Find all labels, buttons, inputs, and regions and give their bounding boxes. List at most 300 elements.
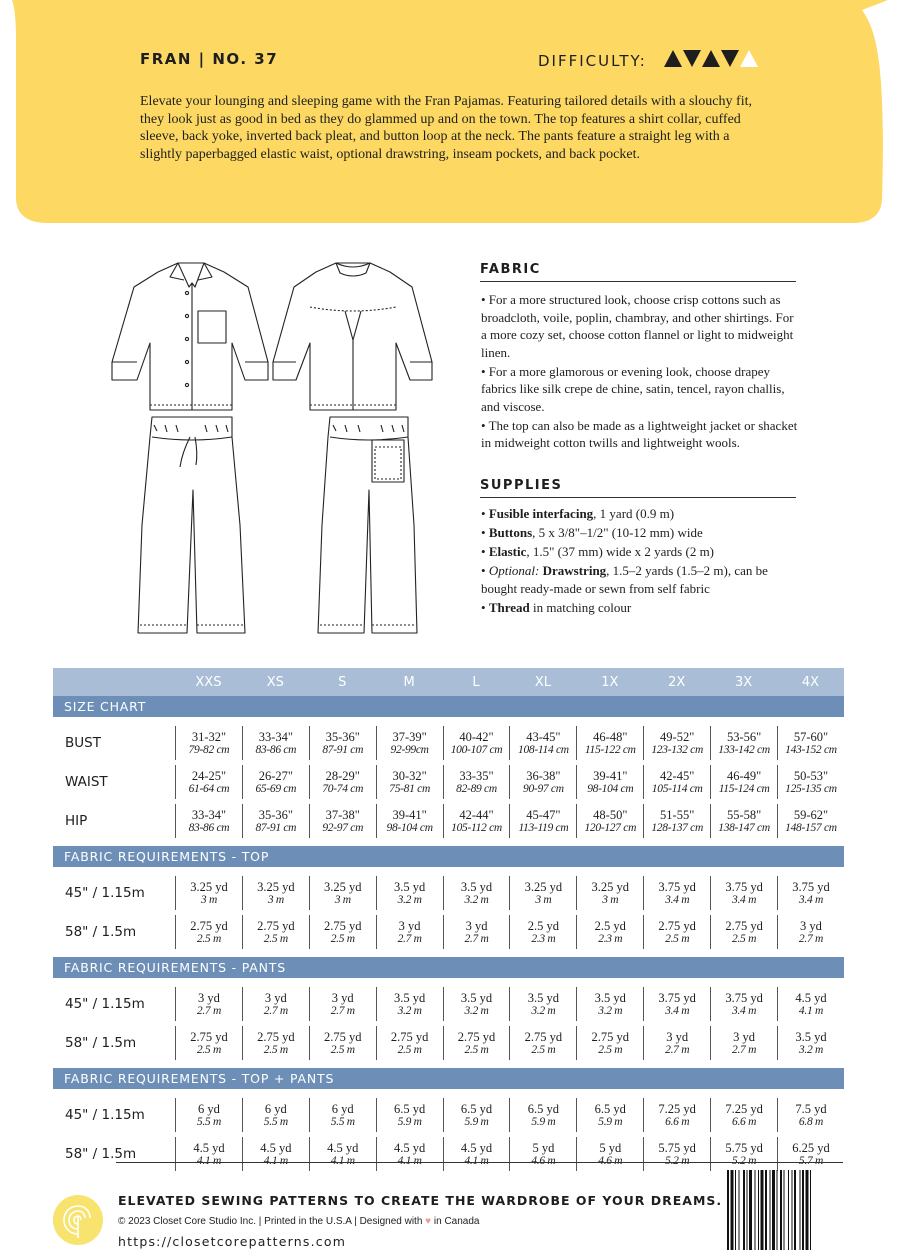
table-cell (777, 876, 844, 910)
supplies-heading: SUPPLIES (480, 478, 796, 498)
cell-imperial: 6.5 yd (594, 1101, 626, 1116)
cell-metric: 87-91 cm (322, 743, 364, 756)
difficulty-label: DIFFICULTY: (538, 52, 647, 70)
back-pants-drawing (318, 417, 417, 633)
cell-imperial: 3.75 yd (658, 990, 696, 1005)
size-label: 4X (801, 674, 820, 690)
cell-imperial: 49-52" (660, 729, 695, 744)
size-label: S (338, 674, 347, 690)
table-cell (710, 876, 777, 910)
table-cell (777, 1137, 844, 1171)
supply-item (481, 524, 801, 542)
table-cell (443, 1098, 510, 1132)
cell-metric: 4.1 m (798, 1004, 823, 1017)
section-rows (53, 978, 844, 1068)
table-cell (777, 804, 844, 838)
cell-metric: 2.5 m (732, 932, 757, 945)
table-cell (576, 1026, 643, 1060)
cell-metric: 4.6 m (598, 1154, 623, 1167)
table-cell (576, 765, 643, 799)
row-label: 45" / 1.15m (65, 885, 145, 901)
cell-imperial: 35-36" (258, 807, 293, 822)
table-cell (309, 987, 376, 1021)
cell-imperial: 3.25 yd (257, 879, 295, 894)
fabric-bullet: • For a more structured look, choose crisp cottons such as broadcloth, voile, poplin, chambray, and other shirtings. For a more cozy set, choose cotton flannel or light to midweight linen. (481, 292, 794, 360)
intro-text: Elevate your lounging and sleeping game with the Fran Pajamas. Featuring tailored details with a slouchy fit, they look just as good in bed as they do glammed up and on the town. The top features a shirt collar, cuffed sleeve, back yoke, inverted back pleat, and button loop at the neck. The pants feature a straight leg with a slightly paperbagged elastic waist, optional drawstring, inseam pockets, and back pocket. (140, 94, 752, 162)
cell-metric: 4.1 m (263, 1154, 288, 1167)
cell-imperial: 3.75 yd (658, 879, 696, 894)
cell-imperial: 3.25 yd (524, 879, 563, 894)
front-shirt-drawing (112, 263, 268, 410)
supply-bold: Elastic (488, 544, 527, 559)
cell-imperial: 28-29" (325, 768, 360, 783)
copyright-text: © 2023 Closet Core Studio Inc. | Printed in the U.S.A | Designed with (118, 1216, 423, 1227)
size-label: XS (266, 674, 284, 690)
supply-rest: in matching colour (529, 599, 632, 615)
table-cell (643, 726, 710, 760)
table-cell (443, 765, 510, 799)
cell-imperial: 3 yd (733, 1029, 755, 1044)
table-cell (443, 726, 510, 760)
cell-metric: 105-114 cm (651, 782, 703, 795)
table-cell (509, 765, 576, 799)
cell-imperial: 2.75 yd (591, 1029, 630, 1044)
table-cell (509, 876, 576, 910)
cell-metric: 2.7 m (196, 1004, 221, 1017)
table-cell (376, 726, 443, 760)
cell-metric: 5.2 m (732, 1154, 757, 1167)
supplies-list (481, 505, 801, 618)
table-cell (309, 1026, 376, 1060)
table-cell (443, 1026, 510, 1060)
section-title: FABRIC REQUIREMENTS - TOP (53, 846, 844, 867)
table-cell (643, 915, 710, 949)
table-cell (777, 915, 844, 949)
cell-imperial: 33-34" (191, 807, 227, 822)
cell-imperial: 5 yd (599, 1140, 622, 1155)
cell-metric: 105-112 cm (451, 821, 502, 834)
cell-imperial: 3.5 yd (393, 879, 426, 894)
cell-metric: 3.2 m (464, 1004, 489, 1017)
table-cell (443, 1137, 510, 1171)
section-title: FABRIC REQUIREMENTS - TOP + PANTS (53, 1068, 844, 1089)
table-cell (710, 987, 777, 1021)
cell-imperial: 59-62" (793, 807, 829, 822)
cell-metric: 2.7 m (798, 932, 823, 945)
cell-imperial: 2.75 yd (658, 918, 696, 933)
size-label: M (403, 674, 415, 690)
cell-imperial: 4.5 yd (193, 1140, 225, 1155)
cell-metric: 5.2 m (665, 1154, 690, 1167)
table-cell (576, 804, 643, 838)
table-cell (777, 1026, 844, 1060)
table-cell (710, 726, 777, 760)
cell-imperial: 3 yd (331, 990, 354, 1005)
cell-imperial: 42-44" (459, 807, 494, 822)
cell-metric: 4.1 m (464, 1154, 489, 1167)
cell-metric: 5.5 m (330, 1115, 355, 1128)
table-cell (643, 876, 710, 910)
cell-metric: 2.5 m (196, 1043, 221, 1056)
table-row (53, 803, 844, 839)
cell-imperial: 5.75 yd (658, 1140, 696, 1155)
table-cell (242, 987, 309, 1021)
cell-imperial: 3 yd (264, 990, 287, 1005)
table-cell (509, 987, 576, 1021)
table-cell (443, 804, 510, 838)
table-cell (576, 876, 643, 910)
cell-metric: 2.7 m (732, 1043, 757, 1056)
cell-imperial: 6.25 yd (792, 1140, 830, 1155)
table-cell (777, 1098, 844, 1132)
cell-metric: 3 m (602, 893, 619, 906)
cell-imperial: 3.25 yd (323, 879, 362, 894)
footer-divider (116, 1162, 843, 1163)
cell-imperial: 39-41" (593, 768, 628, 783)
supply-pre: • (481, 544, 489, 559)
cell-imperial: 6.5 yd (460, 1101, 493, 1116)
cell-metric: 6.6 m (665, 1115, 690, 1128)
cell-imperial: 3.25 yd (591, 879, 630, 894)
size-label: L (472, 674, 480, 690)
cell-metric: 113-119 cm (518, 821, 569, 834)
row-label: 58" / 1.5m (65, 924, 137, 940)
cell-imperial: 33-34" (258, 729, 293, 744)
cell-imperial: 57-60" (793, 729, 829, 744)
cell-metric: 90-97 cm (523, 782, 564, 795)
cell-metric: 3 m (535, 893, 552, 906)
back-shirt-drawing (273, 263, 432, 410)
table-cell (710, 804, 777, 838)
barcode-icon (727, 1170, 845, 1250)
table-row (53, 1025, 844, 1061)
table-row (53, 875, 844, 911)
section-title: FABRIC REQUIREMENTS - PANTS (53, 957, 844, 978)
cell-imperial: 3 yd (800, 918, 822, 933)
cell-metric: 5.7 m (798, 1154, 823, 1167)
cell-imperial: 3.25 yd (190, 879, 228, 894)
supply-rest: , 1 yard (0.9 m) (593, 506, 675, 521)
cell-metric: 4.1 m (330, 1154, 355, 1167)
cell-imperial: 3.5 yd (393, 990, 426, 1005)
garment-illustrations (0, 225, 470, 655)
cell-imperial: 2.75 yd (257, 918, 295, 933)
table-cell (242, 1137, 309, 1171)
cell-imperial: 6.5 yd (393, 1101, 426, 1116)
table-cell (777, 765, 844, 799)
cell-metric: 4.6 m (531, 1154, 556, 1167)
fabric-list (481, 291, 801, 453)
table-cell (710, 1026, 777, 1060)
cell-metric: 3.2 m (397, 893, 422, 906)
cell-imperial: 30-32" (392, 768, 427, 783)
cell-metric: 133-142 cm (718, 743, 770, 756)
cell-metric: 2.5 m (263, 932, 288, 945)
table-cell (710, 765, 777, 799)
row-label: 58" / 1.5m (65, 1146, 137, 1162)
cell-metric: 125-135 cm (785, 782, 837, 795)
cell-metric: 6.8 m (798, 1115, 823, 1128)
difficulty-triangles-icon (664, 49, 758, 69)
table-cell (242, 1026, 309, 1060)
cell-imperial: 40-42" (459, 729, 494, 744)
table-cell (242, 765, 309, 799)
cell-imperial: 31-32" (191, 729, 227, 744)
cell-imperial: 2.5 yd (527, 918, 560, 933)
heart-icon: ♥ (425, 1216, 432, 1227)
table-cell (376, 804, 443, 838)
cell-imperial: 2.75 yd (323, 918, 362, 933)
table-cell (309, 876, 376, 910)
row-label: 45" / 1.15m (65, 996, 145, 1012)
table-cell (509, 726, 576, 760)
cell-metric: 82-89 cm (456, 782, 497, 795)
cell-imperial: 51-55" (660, 807, 695, 822)
cell-metric: 2.3 m (598, 932, 623, 945)
table-cell (376, 987, 443, 1021)
supply-bold: Drawstring (542, 563, 607, 578)
cell-imperial: 6.5 yd (527, 1101, 560, 1116)
table-cell (443, 876, 510, 910)
cell-metric: 3.4 m (665, 1004, 690, 1017)
table-cell (509, 915, 576, 949)
supply-item (481, 505, 801, 523)
supply-pre: • (481, 525, 489, 540)
cell-metric: 5.9 m (598, 1115, 623, 1128)
cell-imperial: 45-47" (526, 807, 561, 822)
cell-imperial: 3 yd (666, 1029, 689, 1044)
table-row (53, 914, 844, 950)
cell-metric: 2.5 m (196, 932, 221, 945)
cell-imperial: 3.5 yd (460, 879, 493, 894)
cell-metric: 2.5 m (464, 1043, 489, 1056)
front-pants-drawing (138, 417, 245, 633)
fabric-bullet: • For a more glamorous or evening look, choose drapey fabrics like silk crepe de chine, satin, tencel, rayon challis, and viscose. (481, 363, 785, 414)
table-cell (777, 987, 844, 1021)
size-header-row (53, 668, 844, 696)
cell-imperial: 2.75 yd (390, 1029, 429, 1044)
row-label: BUST (65, 735, 101, 751)
cell-imperial: 46-48" (593, 729, 628, 744)
cell-imperial: 48-50" (593, 807, 628, 822)
row-label: WAIST (65, 774, 108, 790)
cell-metric: 2.5 m (531, 1043, 556, 1056)
table-cell (175, 1026, 242, 1060)
table-cell (643, 1137, 710, 1171)
cell-metric: 3 m (334, 893, 351, 906)
size-label: XL (534, 674, 551, 690)
footer-copyright (118, 1216, 479, 1227)
cell-imperial: 37-39" (392, 729, 427, 744)
cell-metric: 143-152 cm (785, 743, 837, 756)
table-cell (376, 1137, 443, 1171)
pattern-name: FRAN | NO. 37 (140, 50, 279, 68)
closet-core-logo-icon (52, 1194, 104, 1246)
table-cell (376, 915, 443, 949)
cell-imperial: 3 yd (465, 918, 488, 933)
cell-metric: 2.5 m (330, 1043, 355, 1056)
cell-imperial: 36-38" (526, 768, 561, 783)
cell-metric: 148-157 cm (785, 821, 837, 834)
cell-metric: 3 m (200, 893, 217, 906)
cell-metric: 75-81 cm (389, 782, 430, 795)
table-cell (576, 1098, 643, 1132)
table-cell (309, 765, 376, 799)
cell-metric: 2.5 m (598, 1043, 623, 1056)
cell-metric: 2.7 m (464, 932, 489, 945)
cell-imperial: 7.25 yd (658, 1101, 696, 1116)
cell-imperial: 2.5 yd (594, 918, 626, 933)
cell-imperial: 3.75 yd (725, 879, 763, 894)
cell-metric: 5.9 m (397, 1115, 422, 1128)
cell-metric: 108-114 cm (518, 743, 569, 756)
table-cell (242, 915, 309, 949)
cell-metric: 5.9 m (464, 1115, 489, 1128)
table-cell (175, 915, 242, 949)
supply-item (481, 543, 801, 561)
cell-metric: 2.5 m (263, 1043, 288, 1056)
cell-imperial: 55-58" (726, 807, 762, 822)
cell-imperial: 3.5 yd (460, 990, 493, 1005)
cell-metric: 3.4 m (732, 893, 757, 906)
row-label: 58" / 1.5m (65, 1035, 137, 1051)
cell-imperial: 50-53" (793, 768, 829, 783)
fabric-bullet: • The top can also be made as a lightweight jacket or shacket in midweight cotton twills and lightweight wools. (481, 417, 798, 450)
cell-imperial: 42-45" (660, 768, 695, 783)
table-cell (710, 1137, 777, 1171)
supply-pre: • (481, 506, 489, 521)
table-cell (242, 876, 309, 910)
cell-metric: 92-97 cm (322, 821, 364, 834)
cell-imperial: 33-35" (459, 768, 494, 783)
table-cell (309, 726, 376, 760)
cell-imperial: 5.75 yd (725, 1140, 763, 1155)
cell-metric: 65-69 cm (255, 782, 297, 795)
cell-imperial: 6 yd (198, 1101, 220, 1116)
cell-metric: 3.2 m (464, 893, 489, 906)
cell-imperial: 3 yd (398, 918, 421, 933)
table-cell (643, 1098, 710, 1132)
cell-metric: 4.1 m (397, 1154, 422, 1167)
cell-metric: 3.2 m (798, 1043, 823, 1056)
table-cell (710, 915, 777, 949)
table-cell (710, 1098, 777, 1132)
table-cell (509, 1026, 576, 1060)
table-row (53, 986, 844, 1022)
supply-rest: , 5 x 3/8"–1/2" (10-12 mm) wide (532, 525, 703, 540)
cell-metric: 3 m (267, 893, 284, 906)
cell-imperial: 5 yd (532, 1140, 555, 1155)
table-cell (376, 1098, 443, 1132)
cell-metric: 2.3 m (531, 932, 556, 945)
table-cell (242, 804, 309, 838)
cell-metric: 83-86 cm (255, 743, 297, 756)
footer-tagline: ELEVATED SEWING PATTERNS TO CREATE THE WARDROBE OF YOUR DREAMS. (118, 1193, 723, 1208)
copyright-location: in Canada (433, 1216, 480, 1227)
cell-imperial: 2.75 yd (190, 918, 228, 933)
cell-metric: 4.1 m (196, 1154, 221, 1167)
cell-imperial: 43-45" (526, 729, 561, 744)
section-rows (53, 717, 844, 846)
cell-imperial: 4.5 yd (393, 1140, 426, 1155)
table-cell (376, 1026, 443, 1060)
cell-imperial: 26-27" (258, 768, 293, 783)
section-rows (53, 1089, 844, 1179)
cell-metric: 120-127 cm (584, 821, 637, 834)
cell-imperial: 3.5 yd (594, 990, 626, 1005)
supply-item (481, 599, 801, 617)
cell-imperial: 3.5 yd (795, 1029, 827, 1044)
supply-bold: Buttons (488, 525, 533, 540)
table-cell (175, 804, 242, 838)
cell-imperial: 2.75 yd (257, 1029, 295, 1044)
table-cell (175, 987, 242, 1021)
cell-imperial: 24-25" (191, 768, 227, 783)
table-cell (309, 1098, 376, 1132)
supply-pre: • (481, 599, 489, 615)
size-chart-table (53, 668, 844, 1179)
row-label: 45" / 1.15m (65, 1107, 145, 1123)
supply-italic: Optional: (488, 563, 543, 578)
cell-imperial: 2.75 yd (725, 918, 763, 933)
table-cell (376, 876, 443, 910)
table-cell (443, 987, 510, 1021)
cell-imperial: 39-41" (392, 807, 427, 822)
table-cell (376, 765, 443, 799)
size-label: 1X (601, 674, 619, 690)
cell-metric: 83-86 cm (188, 821, 230, 834)
cell-metric: 98-104 cm (587, 782, 634, 795)
cell-imperial: 37-38" (325, 807, 360, 822)
cell-metric: 3.2 m (598, 1004, 623, 1017)
cell-imperial: 3 yd (198, 990, 220, 1005)
table-cell (576, 987, 643, 1021)
table-cell (576, 915, 643, 949)
cell-imperial: 4.5 yd (327, 1140, 359, 1155)
table-cell (443, 915, 510, 949)
cell-metric: 3.4 m (732, 1004, 757, 1017)
table-cell (509, 1098, 576, 1132)
cell-metric: 2.7 m (397, 932, 422, 945)
header-banner (0, 0, 900, 225)
table-cell (175, 726, 242, 760)
cell-metric: 2.5 m (665, 932, 690, 945)
cell-imperial: 2.75 yd (323, 1029, 362, 1044)
cell-imperial: 3.75 yd (725, 990, 763, 1005)
cell-metric: 92-99cm (390, 743, 429, 756)
cell-metric: 100-107 cm (450, 743, 503, 756)
table-cell (175, 1098, 242, 1132)
cell-imperial: 2.75 yd (457, 1029, 496, 1044)
table-cell (175, 765, 242, 799)
table-cell (643, 765, 710, 799)
cell-metric: 123-132 cm (651, 743, 703, 756)
size-label: 3X (734, 674, 753, 690)
cell-metric: 61-64 cm (188, 782, 230, 795)
table-cell (643, 804, 710, 838)
cell-metric: 3.2 m (397, 1004, 422, 1017)
cell-metric: 115-124 cm (718, 782, 770, 795)
cell-metric: 3.2 m (531, 1004, 556, 1017)
section-rows (53, 867, 844, 957)
table-row (53, 764, 844, 800)
cell-imperial: 7.25 yd (725, 1101, 763, 1116)
cell-metric: 138-147 cm (718, 821, 770, 834)
table-row (53, 725, 844, 761)
cell-metric: 6.6 m (732, 1115, 757, 1128)
table-cell (175, 1137, 242, 1171)
website-link[interactable]: https://closetcorepatterns.com (118, 1234, 347, 1249)
